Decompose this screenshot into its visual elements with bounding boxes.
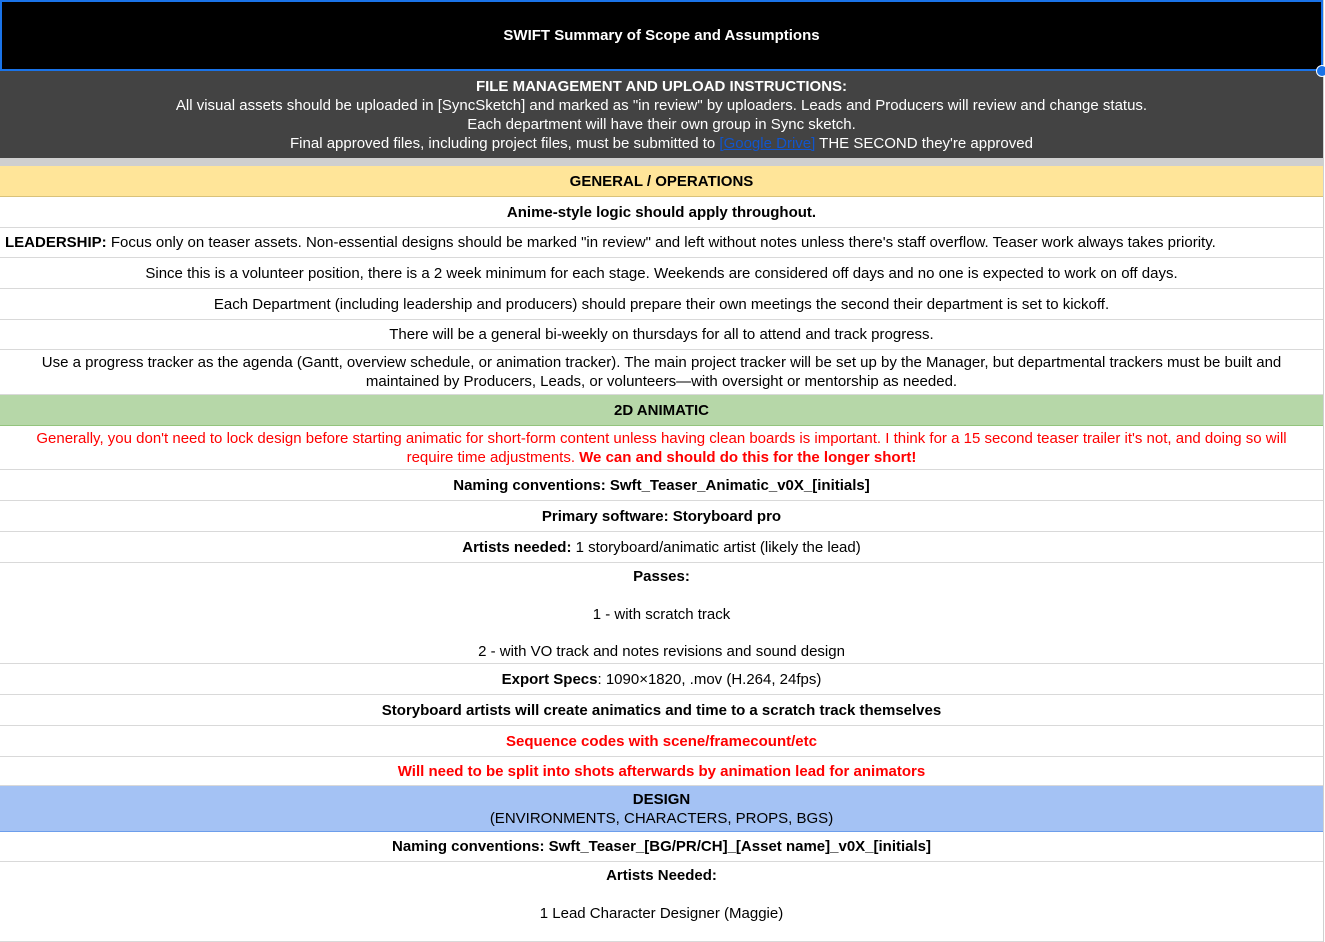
leadership-label: LEADERSHIP:	[5, 234, 107, 251]
cell-split[interactable]	[0, 757, 1323, 786]
cell-text: Storyboard artists will create animatics and time to a scratch track themselves	[381, 701, 942, 719]
cell-text: There will be a general bi-weekly on thursdays for all to attend and track progress.	[389, 326, 934, 343]
cell-text: Use a progress tracker as the agenda (Gantt, overview schedule, or animation tracker). The main project tracker will be set up by the Manager, but departmental trackers must be built and maintained by Producers, Leads, or volunteers—with oversight or mentorship as needed.	[41, 354, 1282, 390]
cell-software[interactable]	[0, 501, 1323, 532]
cell-design-artists[interactable]	[0, 862, 1323, 942]
title-cell[interactable]	[0, 0, 1323, 71]
divider	[0, 158, 1323, 166]
cell-text: Focus only on teaser assets. Non-essential designs should be marked "in review" and left without notes unless there's staff overflow. Teaser work always takes priority.	[106, 234, 1216, 251]
section-header-general[interactable]	[0, 166, 1323, 197]
cell-artists[interactable]	[0, 532, 1323, 563]
file-management-cell[interactable]	[0, 71, 1323, 158]
file-management-heading: FILE MANAGEMENT AND UPLOAD INSTRUCTIONS:	[475, 77, 848, 95]
export-label: Export Specs	[501, 670, 598, 688]
cell-sequence[interactable]	[0, 726, 1323, 757]
cell-passes[interactable]	[0, 563, 1323, 664]
google-drive-link[interactable]: [Google Drive]	[719, 134, 816, 152]
cell-text: : 1090×1820, .mov (H.264, 24fps)	[597, 670, 822, 688]
cell-text: Generally, you don't need to lock design before starting animatic for short-form content unless having clean boards is important. I think for a 15 second teaser trailer it's not, and doing so will require time adjustments.	[36, 429, 1287, 466]
section-subtitle: (ENVIRONMENTS, CHARACTERS, PROPS, BGS)	[489, 809, 834, 827]
section-header-design[interactable]	[0, 786, 1323, 832]
cell-tracker[interactable]	[0, 350, 1323, 395]
section-title: DESIGN	[632, 790, 691, 808]
line3-text-end: THE SECOND they're approved	[815, 134, 1033, 152]
cell-department[interactable]	[0, 289, 1323, 320]
cell-text: Naming conventions: Swft_Teaser_Animatic_v0X_[initials]	[453, 476, 870, 494]
cell-text-bold: We can and should do this for the longer short!	[579, 448, 917, 466]
cell-text: 1 storyboard/animatic artist (likely the lead)	[571, 538, 861, 556]
artists-label: Artists Needed:	[606, 867, 717, 884]
passes-label: Passes:	[633, 568, 690, 585]
sheet-title: SWIFT Summary of Scope and Assumptions	[503, 27, 820, 44]
artists-label: Artists needed:	[462, 538, 572, 556]
cell-export[interactable]	[0, 664, 1323, 695]
cell-storyboard[interactable]	[0, 695, 1323, 726]
cell-volunteer[interactable]	[0, 258, 1323, 289]
file-management-line-2: Each department will have their own group in Sync sketch.	[467, 115, 856, 133]
cell-text: Sequence codes with scene/framecount/etc	[506, 732, 817, 750]
cell-text: Anime-style logic should apply throughout.	[506, 203, 817, 221]
cell-animatic-naming[interactable]	[0, 470, 1323, 501]
artist-1: 1 Lead Character Designer (Maggie)	[539, 905, 784, 922]
cell-text: Since this is a volunteer position, there is a 2 week minimum for each stage. Weekends are considered off days and no one is expected to work on off days.	[145, 264, 1178, 282]
cell-biweekly[interactable]	[0, 320, 1323, 350]
cell-animatic-note[interactable]	[0, 426, 1323, 470]
selection-resize-handle[interactable]	[1316, 65, 1325, 77]
file-management-line-1: All visual assets should be uploaded in [SyncSketch] and marked as "in review" by uploaders. Leads and Producers will review and change status.	[175, 96, 1148, 114]
section-title: GENERAL / OPERATIONS	[569, 172, 754, 190]
line3-text: Final approved files, including project files, must be submitted to	[290, 134, 720, 152]
section-header-animatic[interactable]	[0, 395, 1323, 426]
pass-2: 2 - with VO track and notes revisions and sound design	[478, 643, 845, 660]
cell-design-naming[interactable]	[0, 832, 1323, 862]
file-management-line-3	[290, 134, 1033, 153]
section-title: 2D ANIMATIC	[614, 401, 709, 419]
cell-anime[interactable]	[0, 197, 1323, 228]
cell-text: Naming conventions: Swft_Teaser_[BG/PR/CH]_[Asset name]_v0X_[initials]	[391, 838, 932, 855]
cell-text: Each Department (including leadership and producers) should prepare their own meetings the second their department is set to kickoff.	[213, 295, 1110, 313]
cell-text: Primary software: Storyboard pro	[541, 507, 782, 525]
cell-leadership[interactable]	[0, 228, 1323, 258]
pass-1: 1 - with scratch track	[592, 606, 731, 623]
cell-text: Will need to be split into shots afterwards by animation lead for animators	[397, 762, 926, 780]
